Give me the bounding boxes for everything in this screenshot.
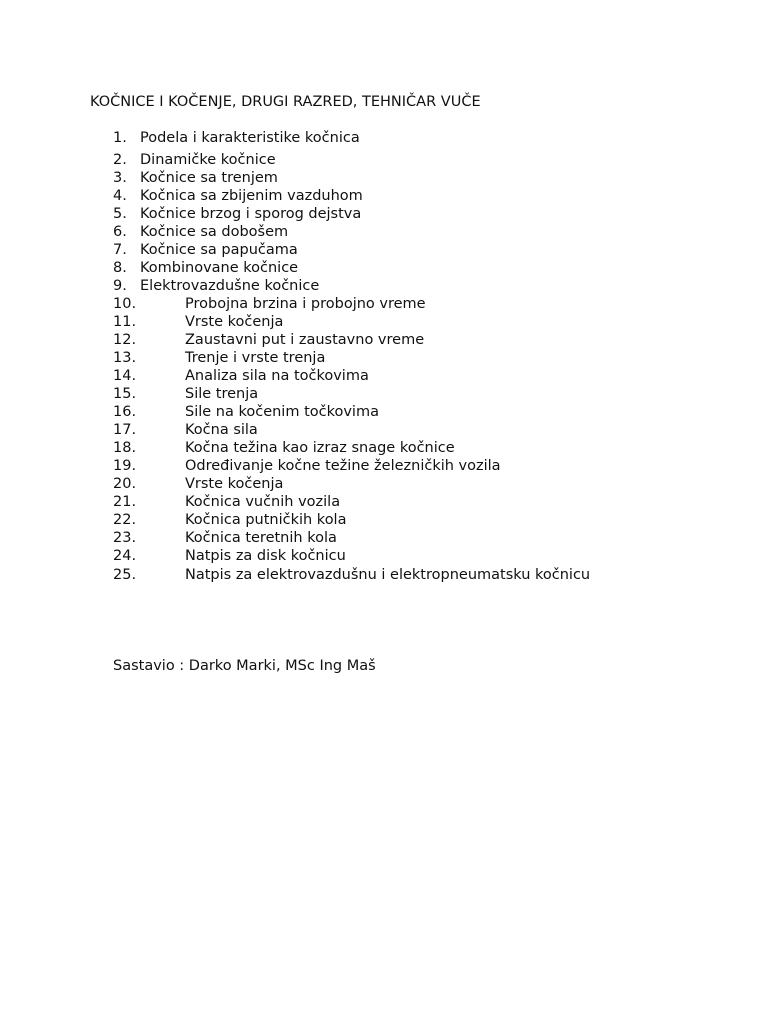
topic-text: Zaustavni put i zaustavno vreme xyxy=(185,332,425,348)
topic-number: 20. xyxy=(113,476,137,492)
topic-item xyxy=(0,129,768,147)
topic-number: 12. xyxy=(113,332,137,348)
topic-number: 11. xyxy=(113,314,137,330)
topic-text: Kočna težina kao izraz snage kočnice xyxy=(185,440,455,456)
topic-number: 4. xyxy=(113,188,127,204)
author-line: Sastavio : Darko Marki, MSc Ing Maš xyxy=(113,658,376,674)
topic-number: 2. xyxy=(113,152,127,168)
topic-item xyxy=(0,367,768,385)
topic-text: Podela i karakteristike kočnica xyxy=(140,130,360,146)
topic-item xyxy=(0,511,768,529)
topic-item xyxy=(0,403,768,421)
topic-item xyxy=(0,385,768,403)
topic-item xyxy=(0,421,768,439)
topic-item xyxy=(0,205,768,223)
topic-text: Sile trenja xyxy=(185,386,259,402)
topic-text: Dinamičke kočnice xyxy=(140,152,276,168)
document-title: KOČNICE I KOČENJE, DRUGI RAZRED, TEHNIČAR VUČE xyxy=(90,94,481,110)
topic-item xyxy=(0,493,768,511)
topic-text: Kočnica vučnih vozila xyxy=(185,494,341,510)
topic-text: Elektrovazdušne kočnice xyxy=(140,278,320,294)
topic-number: 7. xyxy=(113,242,127,258)
topic-number: 5. xyxy=(113,206,127,222)
topic-number: 22. xyxy=(113,512,137,528)
topic-item xyxy=(0,187,768,205)
topic-text: Analiza sila na točkovima xyxy=(185,368,369,384)
topic-text: Kočnica putničkih kola xyxy=(185,512,347,528)
topic-number: 10. xyxy=(113,296,137,312)
topic-text: Natpis za disk kočnicu xyxy=(185,548,346,564)
topic-text: Kočnice brzog i sporog dejstva xyxy=(140,206,362,222)
topic-text: Određivanje kočne težine železničkih vozila xyxy=(185,458,501,474)
topic-text: Trenje i vrste trenja xyxy=(185,350,326,366)
topic-item xyxy=(0,439,768,457)
topic-number: 19. xyxy=(113,458,137,474)
topic-text: Kočnice sa trenjem xyxy=(140,170,278,186)
topic-number: 17. xyxy=(113,422,137,438)
topic-item xyxy=(0,259,768,277)
topic-number: 14. xyxy=(113,368,137,384)
topic-number: 21. xyxy=(113,494,137,510)
topic-text: Natpis za elektrovazdušnu i elektropneumatsku kočnicu xyxy=(185,567,591,583)
topic-text: Vrste kočenja xyxy=(185,476,284,492)
topic-text: Vrste kočenja xyxy=(185,314,284,330)
topic-item xyxy=(0,475,768,493)
topic-number: 3. xyxy=(113,170,127,186)
topic-number: 24. xyxy=(113,548,137,564)
topic-number: 18. xyxy=(113,440,137,456)
topic-item xyxy=(0,223,768,241)
topic-item xyxy=(0,241,768,259)
topic-number: 1. xyxy=(113,130,127,146)
topic-text: Kočna sila xyxy=(185,422,258,438)
topic-number: 8. xyxy=(113,260,127,276)
topic-item xyxy=(0,566,768,584)
topic-number: 6. xyxy=(113,224,127,240)
topic-number: 15. xyxy=(113,386,137,402)
topic-item xyxy=(0,529,768,547)
topic-item xyxy=(0,547,768,565)
topic-item xyxy=(0,331,768,349)
topic-item xyxy=(0,169,768,187)
topic-item xyxy=(0,349,768,367)
topic-text: Probojna brzina i probojno vreme xyxy=(185,296,426,312)
topic-number: 16. xyxy=(113,404,137,420)
topic-number: 25. xyxy=(113,567,137,583)
topic-text: Sile na kočenim točkovima xyxy=(185,404,379,420)
topic-item xyxy=(0,313,768,331)
topic-number: 23. xyxy=(113,530,137,546)
topic-text: Kočnice sa dobošem xyxy=(140,224,289,240)
topic-text: Kočnice sa papučama xyxy=(140,242,298,258)
topic-item xyxy=(0,457,768,475)
topic-number: 9. xyxy=(113,278,127,294)
topic-item xyxy=(0,295,768,313)
topic-item xyxy=(0,277,768,295)
topic-text: Kombinovane kočnice xyxy=(140,260,299,276)
topic-item xyxy=(0,151,768,169)
topic-number: 13. xyxy=(113,350,137,366)
topic-text: Kočnica sa zbijenim vazduhom xyxy=(140,188,363,204)
topic-text: Kočnica teretnih kola xyxy=(185,530,337,546)
